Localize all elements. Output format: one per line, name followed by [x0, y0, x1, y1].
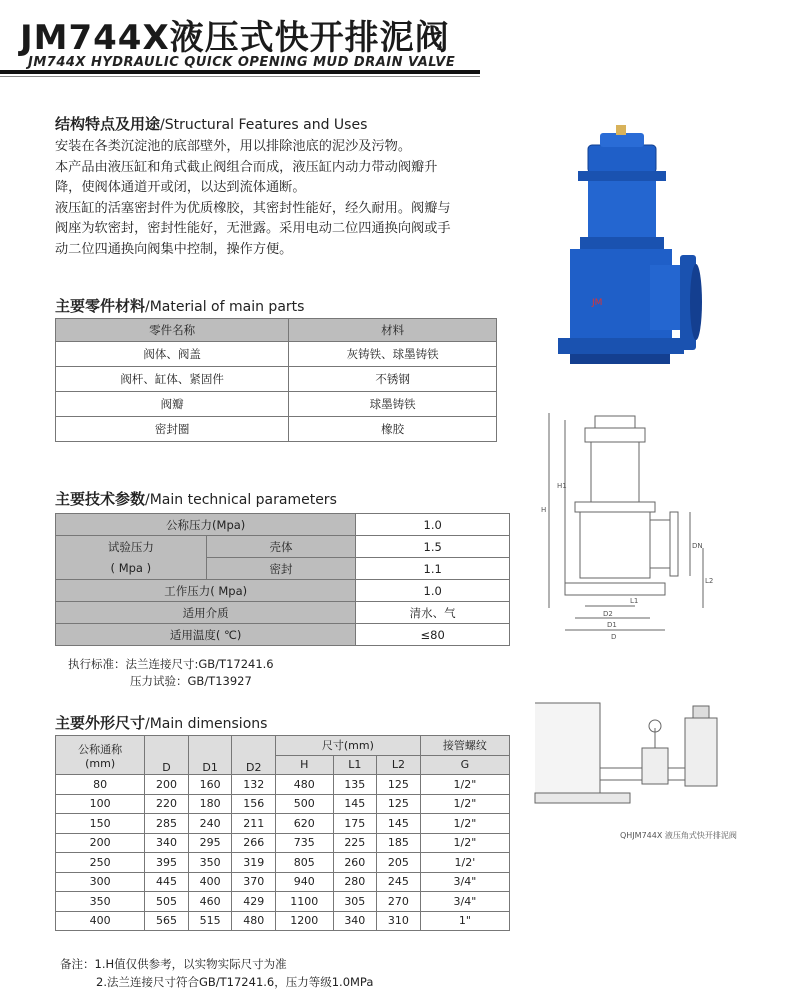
cell: 1/2': [420, 853, 509, 873]
cell: 球墨铸铁: [289, 392, 497, 417]
cell: 245: [377, 872, 421, 892]
cell: 505: [145, 892, 189, 912]
table-row: [56, 392, 497, 417]
section-materials-heading: [55, 295, 304, 316]
cell: 1/2": [420, 794, 509, 814]
para-line: 安装在各类沉淀池的底部壁外，用以排除池底的泥沙及污物。: [55, 139, 412, 154]
svg-text:H1: H1: [557, 482, 567, 490]
table-row: [56, 536, 510, 558]
table-row: [56, 892, 510, 912]
svg-text:JM: JM: [592, 298, 603, 308]
cell: 200: [56, 833, 145, 853]
col-header: 尺寸(mm): [276, 736, 421, 756]
remarks: [60, 955, 373, 991]
col-header: L1: [333, 755, 377, 775]
svg-text:L2: L2: [705, 577, 714, 585]
col-header: D1: [188, 736, 232, 775]
cell: 175: [333, 814, 377, 834]
heading-en: /Main technical parameters: [145, 492, 337, 508]
cell: 密封圈: [56, 417, 289, 442]
cell: 阀杆、缸体、紧固件: [56, 367, 289, 392]
cell: 橡胶: [289, 417, 497, 442]
standard-line: 执行标准：法兰连接尺寸:GB/T17241.6: [68, 657, 274, 671]
cell: 132: [232, 775, 276, 795]
cell: 工作压力( Mpa): [56, 580, 356, 602]
cell: 试验压力: [56, 536, 207, 558]
cell: 220: [145, 794, 189, 814]
cell: 180: [188, 794, 232, 814]
cell: 壳体: [206, 536, 356, 558]
table-header-row: [56, 319, 497, 342]
cell: 160: [188, 775, 232, 795]
table-row: [56, 814, 510, 834]
page-subtitle: JM744X HYDRAULIC QUICK OPENING MUD DRAIN VALVE: [28, 55, 456, 70]
heading-en: /Material of main parts: [145, 299, 305, 315]
cell: 250: [56, 853, 145, 873]
heading-cn: 结构特点及用途: [55, 115, 161, 133]
cell: 适用温度( ℃): [56, 624, 356, 646]
cell: 1.1: [356, 558, 510, 580]
cell: 340: [145, 833, 189, 853]
cell: 225: [333, 833, 377, 853]
table-row: [56, 558, 510, 580]
col-header: 零件名称: [56, 319, 289, 342]
title-underline-thin: [0, 76, 480, 77]
para-line: 降，使阀体通道开或闭，以达到流体通断。: [55, 180, 306, 195]
cell: 270: [377, 892, 421, 912]
svg-text:H: H: [541, 506, 547, 514]
col-header: 材料: [289, 319, 497, 342]
para-line: 本产品由液压缸和角式截止阀组合而成，液压缸内动力带动阀瓣升: [55, 159, 438, 175]
cell: 灰铸铁、球墨铸铁: [289, 342, 497, 367]
table-row: [56, 872, 510, 892]
col-header: G: [420, 755, 509, 775]
table-row: [56, 853, 510, 873]
valve-photo: [540, 125, 715, 380]
dimensions-table: [55, 735, 510, 931]
cell: 1100: [276, 892, 333, 912]
title-underline: [0, 70, 480, 74]
remark-line: 2.法兰连接尺寸符合GB/T17241.6，压力等级1.0MPa: [96, 975, 374, 989]
cell: 1.5: [356, 536, 510, 558]
heading-en: /Structural Features and Uses: [160, 117, 368, 133]
cell: ( Mpa ): [56, 558, 207, 580]
table-row: [56, 602, 510, 624]
cell: 429: [232, 892, 276, 912]
cell: 940: [276, 872, 333, 892]
cell: 1/2": [420, 814, 509, 834]
cell: 1.0: [356, 580, 510, 602]
table-row: [56, 624, 510, 646]
cell: 阀瓣: [56, 392, 289, 417]
cell: 350: [188, 853, 232, 873]
section-technical-heading: [55, 488, 337, 509]
table-row: [56, 417, 497, 442]
svg-text:D2: D2: [603, 610, 613, 618]
col-header-label: (mm): [85, 756, 116, 770]
cell: 400: [56, 911, 145, 931]
cell: 185: [377, 833, 421, 853]
cell: 不锈钢: [289, 367, 497, 392]
col-header: H: [276, 755, 333, 775]
col-header: D: [145, 736, 189, 775]
cell: 400: [188, 872, 232, 892]
table-row: [56, 367, 497, 392]
cell: 211: [232, 814, 276, 834]
cell: 395: [145, 853, 189, 873]
heading-cn: 主要零件材料: [55, 297, 146, 315]
col-header: [56, 736, 145, 775]
table-row: [56, 514, 510, 536]
cell: 620: [276, 814, 333, 834]
para-line: 动二位四通换向阀集中控制，操作方便。: [55, 241, 293, 257]
svg-text:DN: DN: [692, 542, 703, 550]
table-row: [56, 794, 510, 814]
cell: 260: [333, 853, 377, 873]
col-header: L2: [377, 755, 421, 775]
cell: 135: [333, 775, 377, 795]
cell: 150: [56, 814, 145, 834]
svg-text:L1: L1: [630, 597, 639, 605]
table-row: [56, 833, 510, 853]
remark-line: 备注：1.H值仅供参考，以实物实际尺寸为准: [60, 957, 287, 971]
illustration-caption: QHJM744X 液压角式快开排泥阀: [620, 831, 737, 840]
section-dimensions-heading: [55, 712, 267, 733]
section-structural-heading: [55, 113, 367, 134]
col-header: D2: [232, 736, 276, 775]
cell: 565: [145, 911, 189, 931]
cell: 156: [232, 794, 276, 814]
svg-text:D: D: [611, 633, 617, 641]
cell: 480: [276, 775, 333, 795]
table-header-row: [56, 736, 510, 756]
cell: 200: [145, 775, 189, 795]
installation-illustration: [530, 698, 740, 828]
table-row: [56, 775, 510, 795]
table-row: [56, 580, 510, 602]
table-row: [56, 342, 497, 367]
cell: 340: [333, 911, 377, 931]
cell: 80: [56, 775, 145, 795]
technical-drawing: [525, 408, 725, 648]
heading-cn: 主要外形尺寸: [55, 714, 146, 732]
cell: 305: [333, 892, 377, 912]
cell: 清水、气: [356, 602, 510, 624]
cell: 100: [56, 794, 145, 814]
col-header: 接管螺纹: [420, 736, 509, 756]
cell: 300: [56, 872, 145, 892]
cell: 735: [276, 833, 333, 853]
structural-paragraph: [55, 137, 510, 260]
cell: 445: [145, 872, 189, 892]
cell: 285: [145, 814, 189, 834]
cell: 319: [232, 853, 276, 873]
standards-note: [68, 656, 274, 690]
table-row: [56, 911, 510, 931]
cell: 145: [333, 794, 377, 814]
cell: 145: [377, 814, 421, 834]
cell: 1.0: [356, 514, 510, 536]
cell: 3/4": [420, 892, 509, 912]
cell: 460: [188, 892, 232, 912]
cell: 515: [188, 911, 232, 931]
standard-line: 压力试验：GB/T13927: [130, 674, 252, 688]
materials-table: [55, 318, 497, 442]
cell: 310: [377, 911, 421, 931]
cell: 适用介质: [56, 602, 356, 624]
cell: 480: [232, 911, 276, 931]
cell: 240: [188, 814, 232, 834]
cell: 密封: [206, 558, 356, 580]
cell: 125: [377, 775, 421, 795]
cell: 1/2": [420, 833, 509, 853]
cell: 370: [232, 872, 276, 892]
heading-en: /Main dimensions: [145, 716, 268, 732]
cell: 公称压力(Mpa): [56, 514, 356, 536]
svg-text:D1: D1: [607, 621, 617, 629]
para-line: 阀座为软密封，密封性能好，无泄露。采用电动二位四通换向阀或手: [55, 221, 451, 236]
cell: 280: [333, 872, 377, 892]
cell: 805: [276, 853, 333, 873]
cell: 125: [377, 794, 421, 814]
dimensions-body: [56, 775, 510, 931]
cell: 3/4": [420, 872, 509, 892]
cell: 阀体、阀盖: [56, 342, 289, 367]
cell: 1/2": [420, 775, 509, 795]
cell: 295: [188, 833, 232, 853]
cell: 266: [232, 833, 276, 853]
cell: 205: [377, 853, 421, 873]
cell: 1": [420, 911, 509, 931]
page-title: JM744X液压式快开排泥阀: [20, 18, 450, 58]
col-header-label: 公称通称: [78, 742, 123, 756]
cell: 1200: [276, 911, 333, 931]
cell: ≤80: [356, 624, 510, 646]
heading-cn: 主要技术参数: [55, 490, 146, 508]
para-line: 液压缸的活塞密封件为优质橡胶，其密封性能好，经久耐用。阀瓣与: [55, 200, 451, 216]
cell: 500: [276, 794, 333, 814]
cell: 350: [56, 892, 145, 912]
technical-table: [55, 513, 510, 646]
